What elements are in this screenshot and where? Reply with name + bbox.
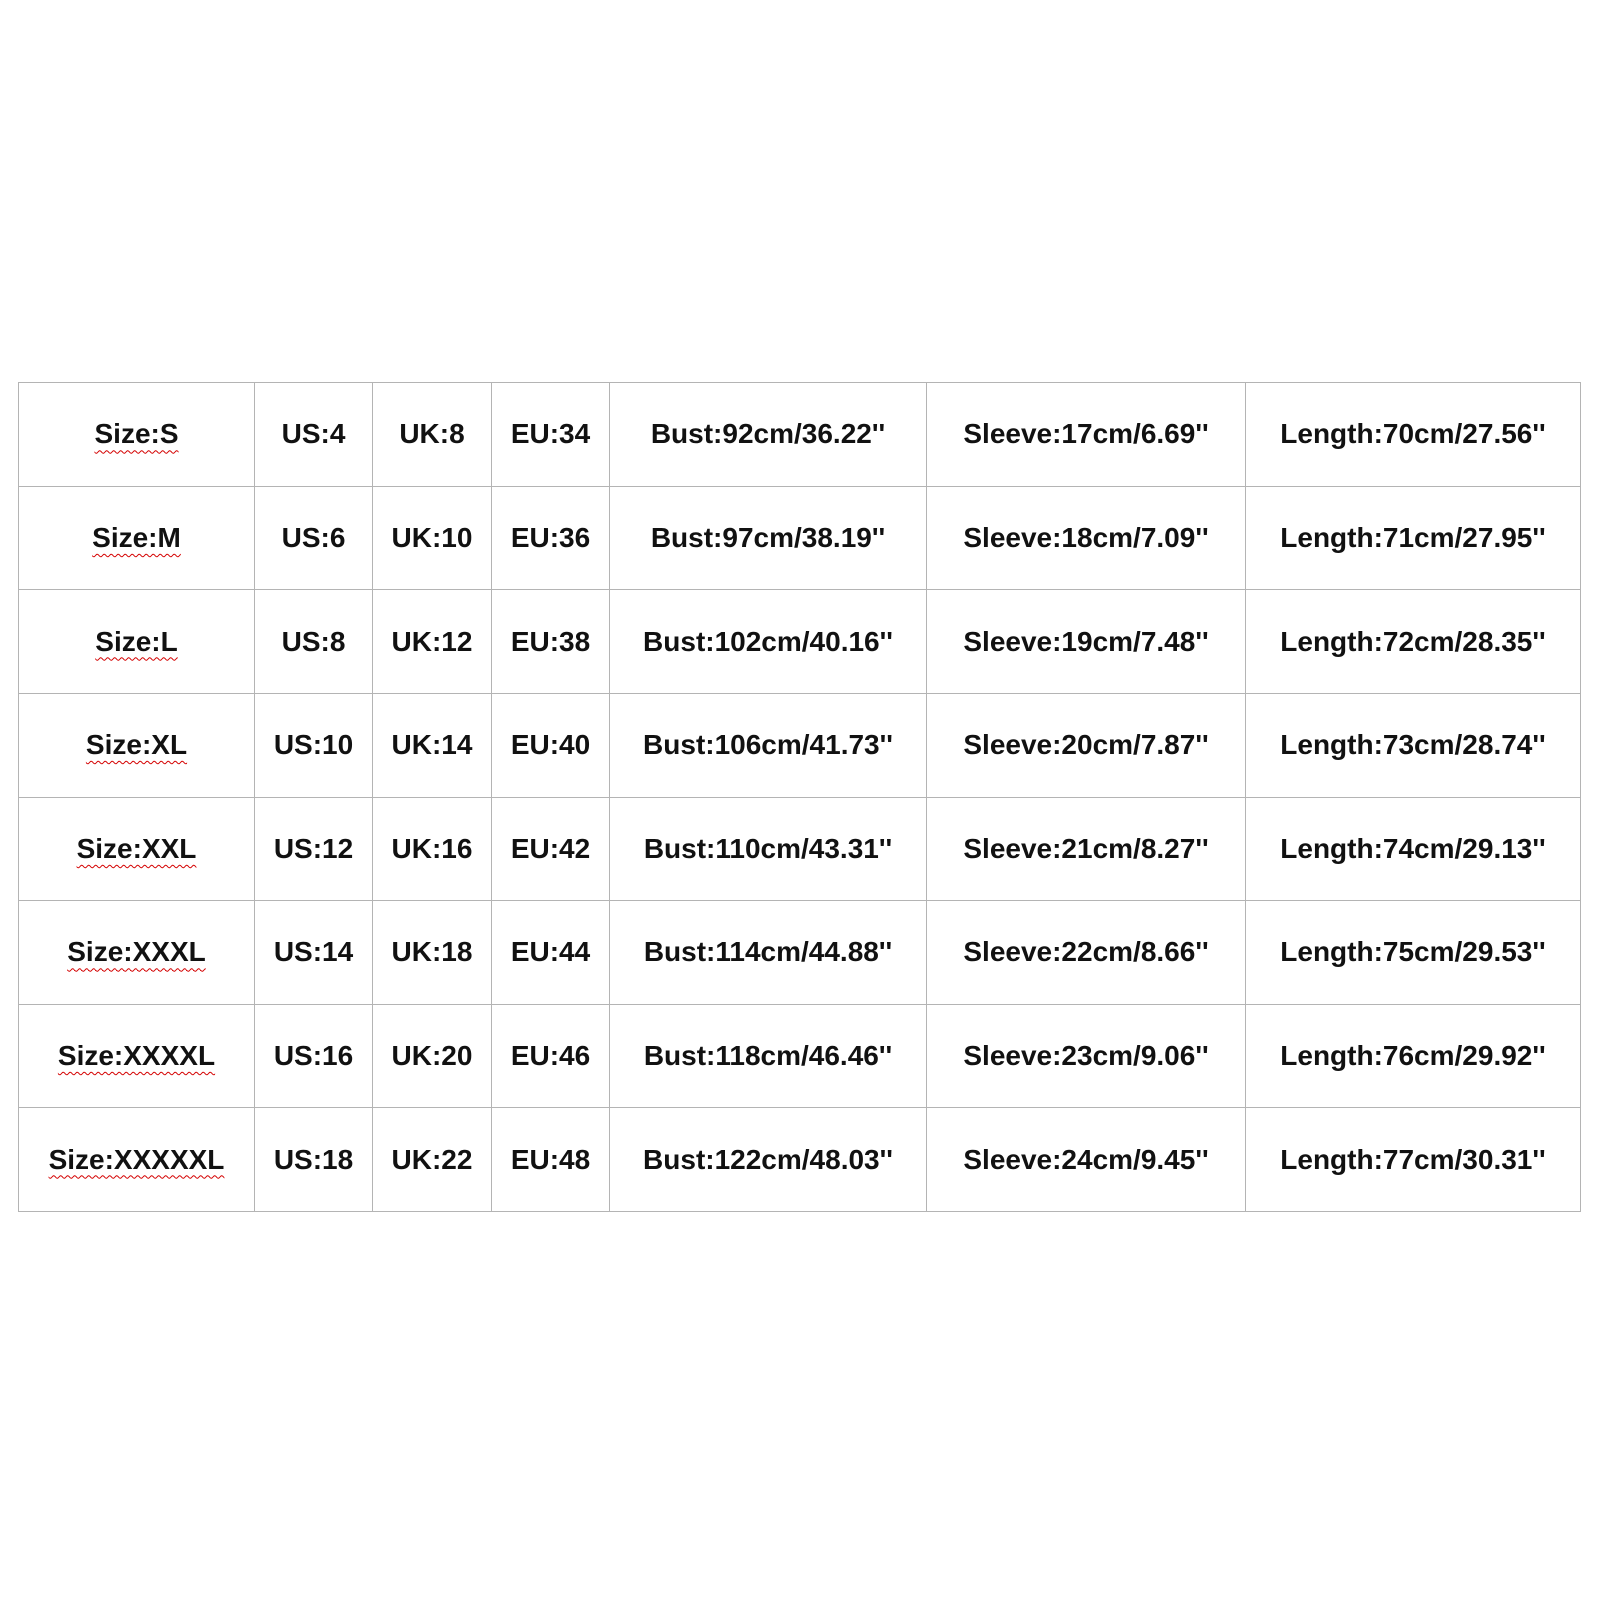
table-row (19, 590, 1581, 694)
size-chart-table (18, 382, 1581, 1212)
length-cell: Length:70cm/27.56'' (1246, 383, 1581, 487)
uk-cell: UK:18 (373, 901, 492, 1005)
length-cell: Length:72cm/28.35'' (1246, 590, 1581, 694)
uk-cell: UK:12 (373, 590, 492, 694)
uk-cell: UK:22 (373, 1108, 492, 1212)
bust-cell: Bust:97cm/38.19'' (610, 486, 927, 590)
bust-cell: Bust:122cm/48.03'' (610, 1108, 927, 1212)
uk-cell: UK:10 (373, 486, 492, 590)
sleeve-cell: Sleeve:18cm/7.09'' (927, 486, 1246, 590)
table-row (19, 1108, 1581, 1212)
eu-cell: EU:46 (492, 1004, 610, 1108)
length-cell: Length:74cm/29.13'' (1246, 797, 1581, 901)
us-cell: US:4 (255, 383, 373, 487)
size-label: Size:XXXXL (57, 1040, 216, 1072)
size-label: Size:M (92, 521, 181, 553)
size-cell (19, 797, 255, 901)
table-row (19, 1004, 1581, 1108)
bust-cell: Bust:118cm/46.46'' (610, 1004, 927, 1108)
size-label: Size:L (95, 625, 178, 657)
size-cell (19, 590, 255, 694)
sleeve-cell: Sleeve:21cm/8.27'' (927, 797, 1246, 901)
length-cell: Length:76cm/29.92'' (1246, 1004, 1581, 1108)
eu-cell: EU:42 (492, 797, 610, 901)
length-cell: Length:71cm/27.95'' (1246, 486, 1581, 590)
bust-cell: Bust:92cm/36.22'' (610, 383, 927, 487)
table-row (19, 383, 1581, 487)
uk-cell: UK:16 (373, 797, 492, 901)
sleeve-cell: Sleeve:22cm/8.66'' (927, 901, 1246, 1005)
size-chart-body (19, 383, 1581, 1212)
table-row (19, 797, 1581, 901)
uk-cell: UK:14 (373, 693, 492, 797)
us-cell: US:10 (255, 693, 373, 797)
size-cell (19, 486, 255, 590)
size-cell (19, 1004, 255, 1108)
bust-cell: Bust:106cm/41.73'' (610, 693, 927, 797)
us-cell: US:12 (255, 797, 373, 901)
size-cell (19, 383, 255, 487)
sleeve-cell: Sleeve:19cm/7.48'' (927, 590, 1246, 694)
sleeve-cell: Sleeve:24cm/9.45'' (927, 1108, 1246, 1212)
uk-cell: UK:8 (373, 383, 492, 487)
size-cell (19, 693, 255, 797)
us-cell: US:6 (255, 486, 373, 590)
size-cell (19, 1108, 255, 1212)
table-row (19, 486, 1581, 590)
size-label: Size:S (94, 418, 179, 450)
us-cell: US:18 (255, 1108, 373, 1212)
sleeve-cell: Sleeve:20cm/7.87'' (927, 693, 1246, 797)
length-cell: Length:73cm/28.74'' (1246, 693, 1581, 797)
bust-cell: Bust:110cm/43.31'' (610, 797, 927, 901)
table-row (19, 693, 1581, 797)
size-label: Size:XXXL (67, 936, 206, 968)
sleeve-cell: Sleeve:23cm/9.06'' (927, 1004, 1246, 1108)
sleeve-cell: Sleeve:17cm/6.69'' (927, 383, 1246, 487)
size-label: Size:XL (85, 729, 188, 761)
size-label: Size:XXXXXL (48, 1143, 225, 1175)
eu-cell: EU:48 (492, 1108, 610, 1212)
size-cell (19, 901, 255, 1005)
size-label: Size:XXL (76, 832, 197, 864)
us-cell: US:14 (255, 901, 373, 1005)
eu-cell: EU:34 (492, 383, 610, 487)
us-cell: US:8 (255, 590, 373, 694)
eu-cell: EU:44 (492, 901, 610, 1005)
eu-cell: EU:36 (492, 486, 610, 590)
table-row (19, 901, 1581, 1005)
bust-cell: Bust:114cm/44.88'' (610, 901, 927, 1005)
uk-cell: UK:20 (373, 1004, 492, 1108)
eu-cell: EU:40 (492, 693, 610, 797)
bust-cell: Bust:102cm/40.16'' (610, 590, 927, 694)
length-cell: Length:75cm/29.53'' (1246, 901, 1581, 1005)
length-cell: Length:77cm/30.31'' (1246, 1108, 1581, 1212)
us-cell: US:16 (255, 1004, 373, 1108)
eu-cell: EU:38 (492, 590, 610, 694)
